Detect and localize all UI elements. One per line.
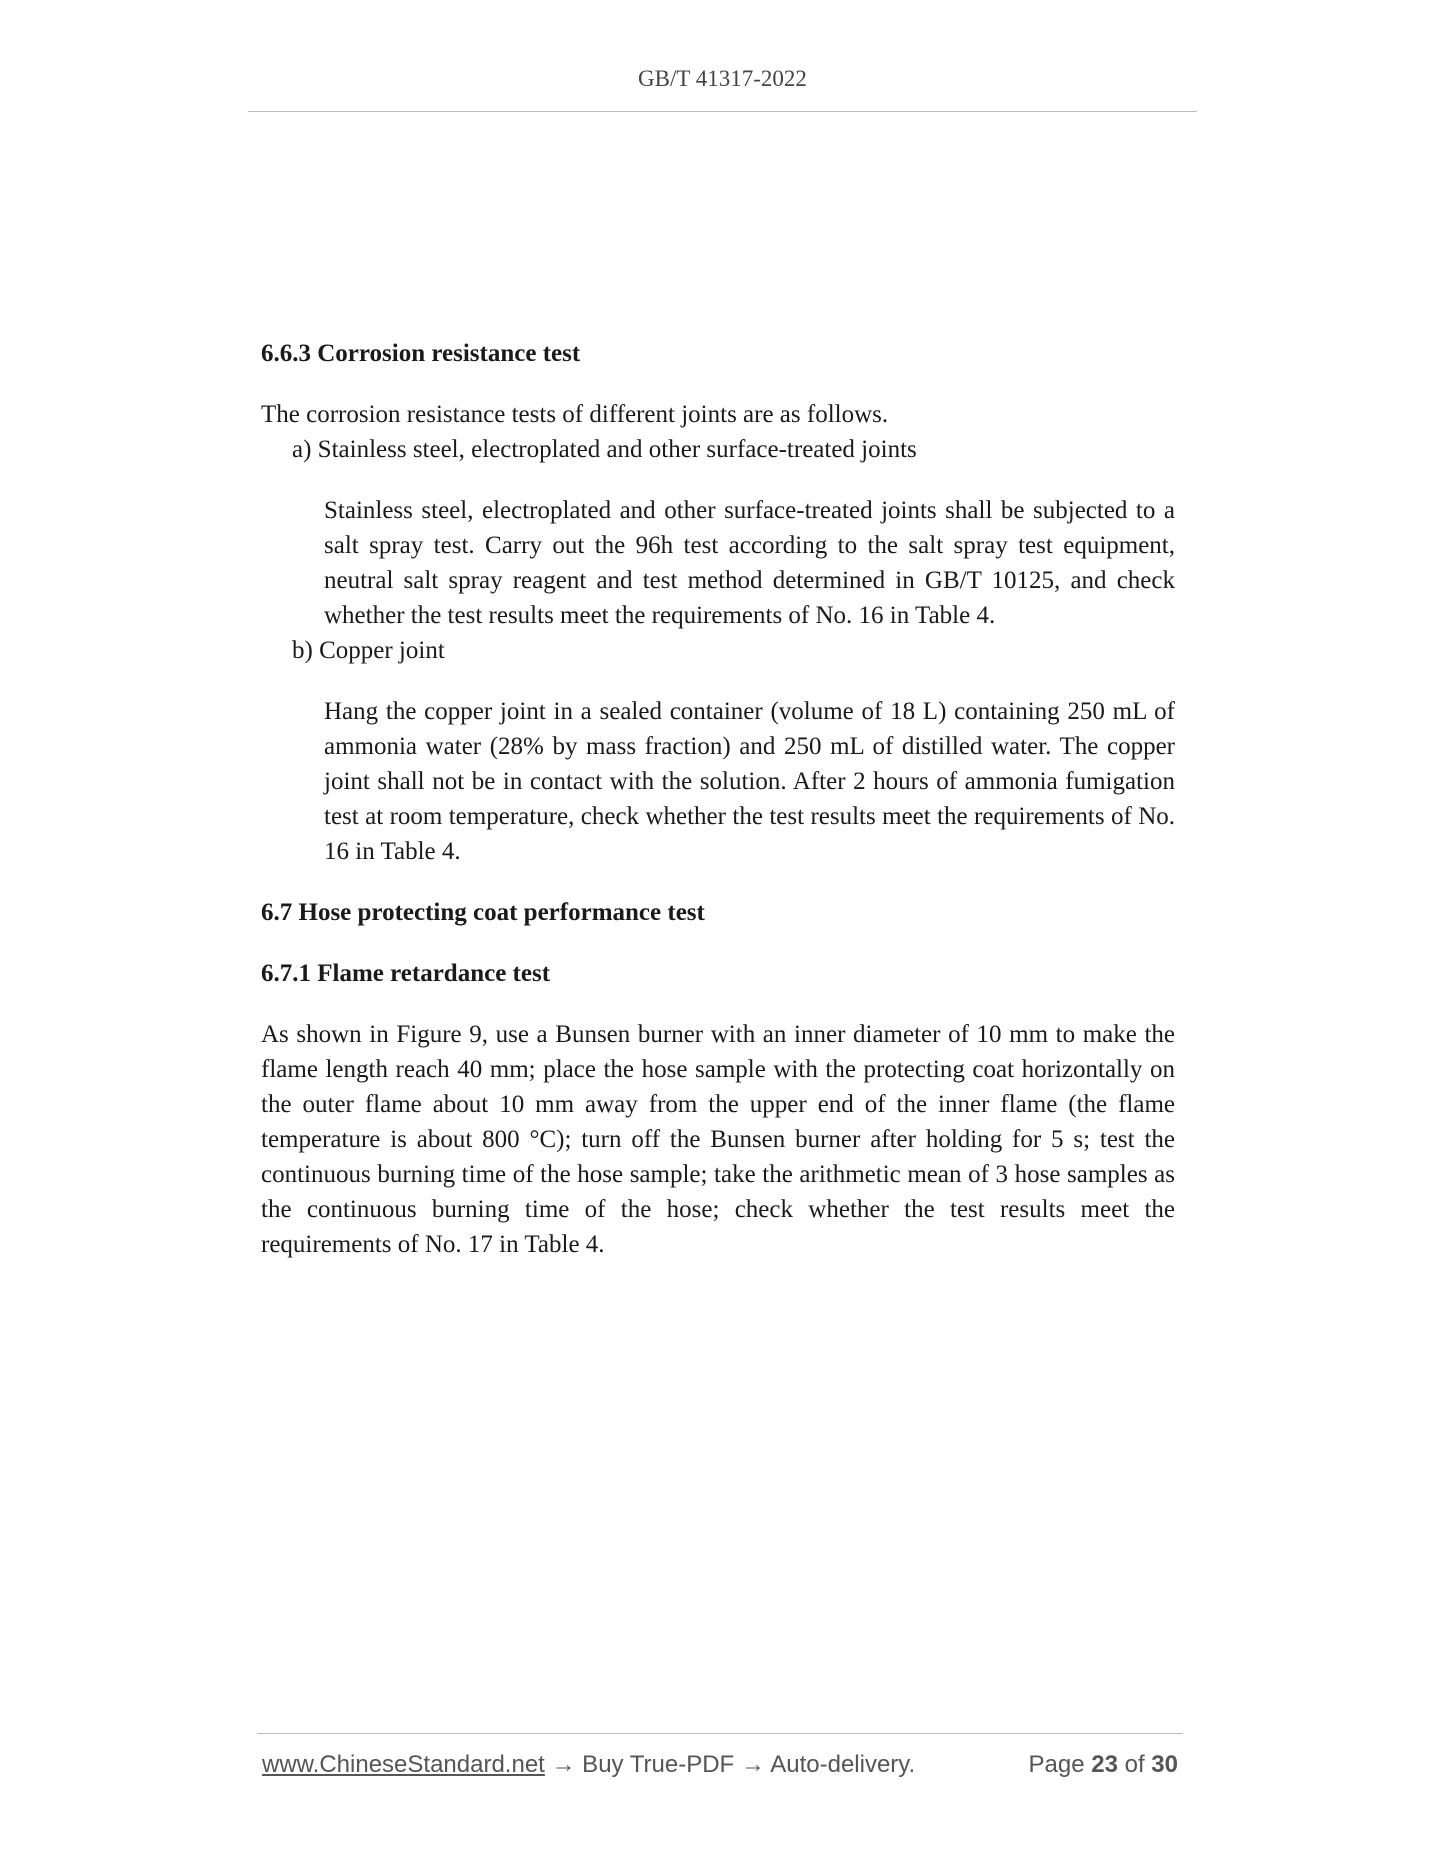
- list-item-b-text: Hang the copper joint in a sealed container (volume of 18 L) containing 250 mL of ammonia water (28% by mass fraction) and 250 mL of distilled water. The copper joint shall not be in contact with the solution. After 2 hours of ammonia fumigation test at room temperature, check whether the test results meet the requirements of No. 16 in Table 4.: [324, 698, 1175, 865]
- section-heading-6-7: 6.7 Hose protecting coat performance test: [261, 899, 705, 926]
- footer-tagline: → Buy True-PDF → Auto-delivery.: [544, 1751, 916, 1778]
- document-id-header: GB/T 41317-2022: [638, 66, 807, 91]
- list-item-b-label: b) Copper joint: [292, 637, 445, 664]
- section-heading-6-6-3: 6.6.3 Corrosion resistance test: [261, 340, 581, 367]
- of-word: of: [1124, 1751, 1145, 1778]
- intro-paragraph: The corrosion resistance tests of different joints are as follows.: [261, 401, 889, 428]
- page-word: Page: [1028, 1751, 1085, 1778]
- page-content: [261, 336, 1175, 1262]
- flame-test-paragraph: As shown in Figure 9, use a Bunsen burner with an inner diameter of 10 mm to make the flame length reach 40 mm; place the hose sample with the protecting coat horizontally on the outer flame about 10 mm away from the upper end of the inner flame (the flame temperature is about 800 °C); turn off the Bunsen burner after holding for 5 s; test the continuous burning time of the hose sample; take the arithmetic mean of 3 hose samples as the continuous burning time of the hose; check whether the test results meet the requirements of No. 17 in Table 4.: [261, 1021, 1175, 1258]
- footer-divider: [257, 1733, 1183, 1734]
- website-link[interactable]: www.ChineseStandard.net: [262, 1751, 545, 1778]
- page-total: 30: [1151, 1751, 1178, 1778]
- footer-promo: [262, 1751, 915, 1779]
- page-footer: [262, 1751, 1178, 1779]
- list-item-a-text: Stainless steel, electroplated and other surface-treated joints shall be subjected to a salt spray test. Carry out the 96h test according to the salt spray test equipment, neutral salt spray reagent and test method determined in GB/T 10125, and check whether the test results meet the requirements of No. 16 in Table 4.: [324, 497, 1175, 629]
- list-item-a-label: a) Stainless steel, electroplated and other surface-treated joints: [292, 436, 917, 463]
- page-number: 23: [1091, 1751, 1118, 1778]
- header-divider: [248, 111, 1197, 112]
- section-heading-6-7-1: 6.7.1 Flame retardance test: [261, 960, 551, 987]
- page-indicator: [1029, 1751, 1179, 1779]
